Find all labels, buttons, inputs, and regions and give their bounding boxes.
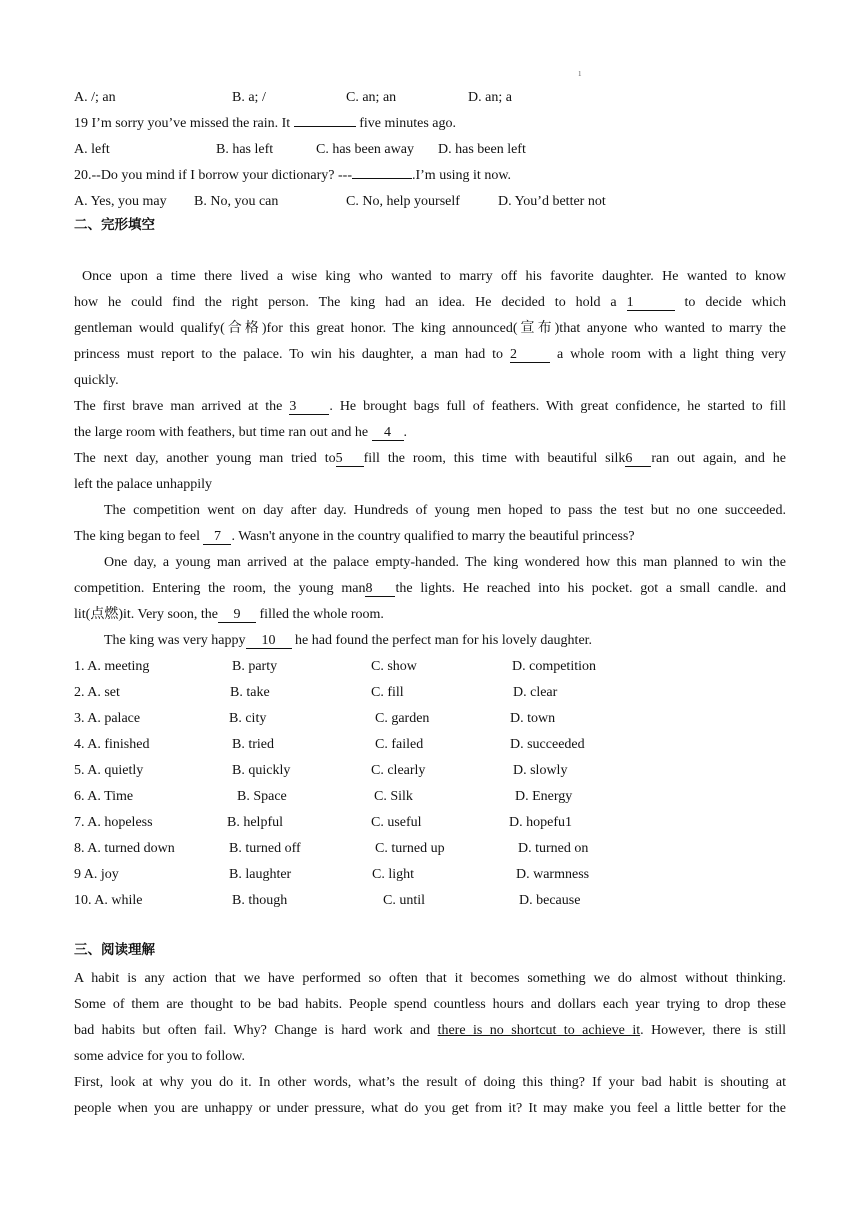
cloze-option-a: 10. A. while: [74, 893, 143, 908]
cloze-option-a: 4. A. finished: [74, 737, 150, 752]
cloze-text: .: [403, 425, 408, 440]
reading-p1-line4: some advice for you to follow.: [74, 1049, 245, 1064]
cloze-p1-line2: [74, 294, 786, 312]
q19-option-c: C. has been away: [316, 142, 414, 157]
cloze-option-a: 2. A. set: [74, 685, 120, 700]
cloze-option-a: 8. A. turned down: [74, 841, 175, 856]
reading-text: bad habits but often fail. Why? Change is hard work and: [74, 1023, 438, 1038]
cloze-option-c: C. fill: [371, 685, 404, 700]
q18-option-b: B. a; /: [232, 90, 266, 105]
cloze-option-a: 6. A. Time: [74, 789, 134, 804]
cloze-option-b: B. tried: [232, 737, 274, 752]
q19-stem-text-end: five minutes ago.: [355, 116, 456, 131]
cloze-option-d: D. hopefu1: [509, 815, 572, 830]
cloze-option-b: B. city: [229, 711, 267, 726]
q20-option-d: D. You’d better not: [498, 194, 606, 209]
cloze-blank-2: 2: [510, 347, 550, 363]
cloze-text: competition. Entering the room, the young man: [74, 581, 366, 596]
cloze-option-c: C. useful: [371, 815, 422, 830]
reading-p1-line3: [74, 1022, 786, 1040]
cloze-option-d: D. because: [519, 893, 581, 908]
cloze-option-b: B. take: [230, 685, 270, 700]
cloze-p3-line1: [74, 450, 786, 468]
cloze-option-b: B. Space: [237, 789, 287, 804]
cloze-option-c: C. failed: [375, 737, 424, 752]
cloze-option-a: 3. A. palace: [74, 711, 141, 726]
cloze-option-b: B. though: [232, 893, 288, 908]
cloze-option-c: C. garden: [375, 711, 430, 726]
cloze-text: . Wasn't anyone in the country qualified to marry the beautiful princess?: [231, 529, 635, 544]
cloze-text: fill the room, this time with beautiful silk: [363, 451, 626, 466]
reading-p2-line1: First, look at why you do it. In other words, what’s the result of doing this thing? If your bad habit is shouting at: [74, 1075, 786, 1090]
cloze-text: he had found the perfect man for his lovely daughter.: [295, 633, 593, 648]
cloze-text: The first brave man arrived at the: [74, 399, 290, 414]
q18-option-c: C. an; an: [346, 90, 397, 105]
cloze-option-d: D. town: [510, 711, 556, 726]
q19-option-a: A. left: [74, 142, 110, 157]
cloze-blank-5: 5: [336, 451, 364, 467]
cloze-option-c: C. clearly: [371, 763, 426, 778]
q19-option-d: D. has been left: [438, 142, 526, 157]
page-number: 1: [578, 70, 582, 78]
q19-option-b: B. has left: [216, 142, 274, 157]
q20-option-a: A. Yes, you may: [74, 194, 167, 209]
cloze-p4-line2: [74, 528, 635, 546]
cloze-p1-line5: quickly.: [74, 373, 119, 388]
cloze-option-b: B. quickly: [232, 763, 291, 778]
cloze-blank-3: 3: [289, 399, 329, 415]
cloze-blank-1: 1: [627, 295, 675, 311]
q20-option-b: B. No, you can: [194, 194, 279, 209]
cloze-p6-line1: [74, 632, 592, 650]
cloze-text: a whole room with a light thing very: [556, 347, 786, 362]
cloze-option-b: B. laughter: [229, 867, 292, 882]
cloze-option-a: 1. A. meeting: [74, 659, 150, 674]
cloze-p5-line1: One day, a young man arrived at the palace empty-handed. The king wondered how this man planned to win the: [104, 555, 786, 570]
q20-option-c: C. No, help yourself: [346, 194, 460, 209]
cloze-p5-line2: [74, 580, 786, 598]
cloze-option-c: C. until: [383, 893, 426, 908]
cloze-blank-7: 7: [203, 529, 231, 545]
cloze-blank-6: 6: [625, 451, 651, 467]
cloze-p1-line3: gentleman would qualify(合格)for this great honor. The king announced(宣布)that anyone who wanted to marry the: [74, 321, 786, 336]
cloze-text: ran out again, and he: [651, 451, 786, 466]
q19-stem: [74, 115, 456, 133]
cloze-option-d: D. slowly: [513, 763, 568, 778]
cloze-text: The next day, another young man tried to: [74, 451, 336, 466]
q19-blank: [294, 126, 356, 127]
cloze-option-d: D. warmness: [516, 867, 590, 882]
cloze-option-b: B. helpful: [227, 815, 283, 830]
reading-p2-line2: people when you are unhappy or under pressure, what do you get from it? It may make you feel a little better for the: [74, 1101, 786, 1116]
cloze-option-a: 9 A. joy: [74, 867, 119, 882]
cloze-p2-line2: [74, 424, 407, 442]
underlined-phrase: there is no shortcut to achieve it: [437, 1023, 641, 1038]
q20-stem-text-end: .I’m using it now.: [411, 168, 512, 183]
cloze-option-c: C. Silk: [374, 789, 413, 804]
cloze-option-a: 5. A. quietly: [74, 763, 144, 778]
q20-stem: [74, 167, 511, 185]
reading-p1-line1: A habit is any action that we have performed so often that it becomes something we do almost without thinking.: [74, 971, 786, 986]
reading-p1-line2: Some of them are thought to be bad habits. People spend countless hours and dollars each year trying to drop these: [74, 997, 786, 1012]
q20-stem-text: 20.--Do you mind if I borrow your dictionary? ---: [74, 168, 352, 183]
q20-blank: [352, 178, 412, 179]
cloze-option-d: D. turned on: [518, 841, 589, 856]
cloze-option-d: D. clear: [513, 685, 558, 700]
cloze-text: The king began to feel: [74, 529, 204, 544]
cloze-p1-line1: Once upon a time there lived a wise king who wanted to marry off his favorite daughter. He wanted to know: [82, 269, 786, 284]
cloze-text: filled the whole room.: [259, 607, 384, 622]
cloze-p5-line3: [74, 606, 384, 624]
cloze-text: princess must report to the palace. To win his daughter, a man had to: [74, 347, 504, 362]
section3-heading: 三、阅读理解: [74, 942, 155, 958]
cloze-option-c: C. light: [372, 867, 415, 882]
cloze-blank-10: 10: [246, 633, 292, 649]
cloze-p3-line2: left the palace unhappily: [74, 477, 212, 492]
q18-option-a: A. /; an: [74, 90, 116, 105]
cloze-option-b: B. turned off: [229, 841, 301, 856]
cloze-text: lit(点燃)it. Very soon, the: [74, 607, 219, 622]
cloze-text: The king was very happy: [104, 633, 246, 648]
reading-text: . However, there is still: [640, 1023, 787, 1038]
cloze-text: to decide which: [684, 295, 787, 310]
cloze-option-d: D. Energy: [515, 789, 573, 804]
q19-stem-text: 19 I’m sorry you’ve missed the rain. It: [74, 116, 294, 131]
cloze-blank-4: 4: [372, 425, 404, 441]
cloze-option-d: D. succeeded: [510, 737, 585, 752]
cloze-option-a: 7. A. hopeless: [74, 815, 153, 830]
cloze-p4-line1: The competition went on day after day. Hundreds of young men hoped to pass the test but no one succeeded.: [104, 503, 786, 518]
cloze-text: the lights. He reached into his pocket. got a small candle. and: [395, 581, 786, 596]
q18-option-d: D. an; a: [468, 90, 512, 105]
cloze-option-c: C. show: [371, 659, 417, 674]
cloze-option-b: B. party: [232, 659, 278, 674]
cloze-option-d: D. competition: [512, 659, 596, 674]
cloze-text: the large room with feathers, but time ran out and he: [74, 425, 372, 440]
cloze-blank-9: 9: [218, 607, 256, 623]
cloze-p1-line4: [74, 346, 786, 364]
cloze-text: . He brought bags full of feathers. With great confidence, he started to fill: [329, 399, 787, 414]
cloze-option-c: C. turned up: [375, 841, 445, 856]
cloze-p2-line1: [74, 398, 786, 416]
cloze-blank-8: 8: [365, 581, 395, 597]
section2-heading: 二、完形填空: [74, 217, 155, 233]
cloze-text: how he could find the right person. The king had an idea. He decided to hold a: [74, 295, 617, 310]
